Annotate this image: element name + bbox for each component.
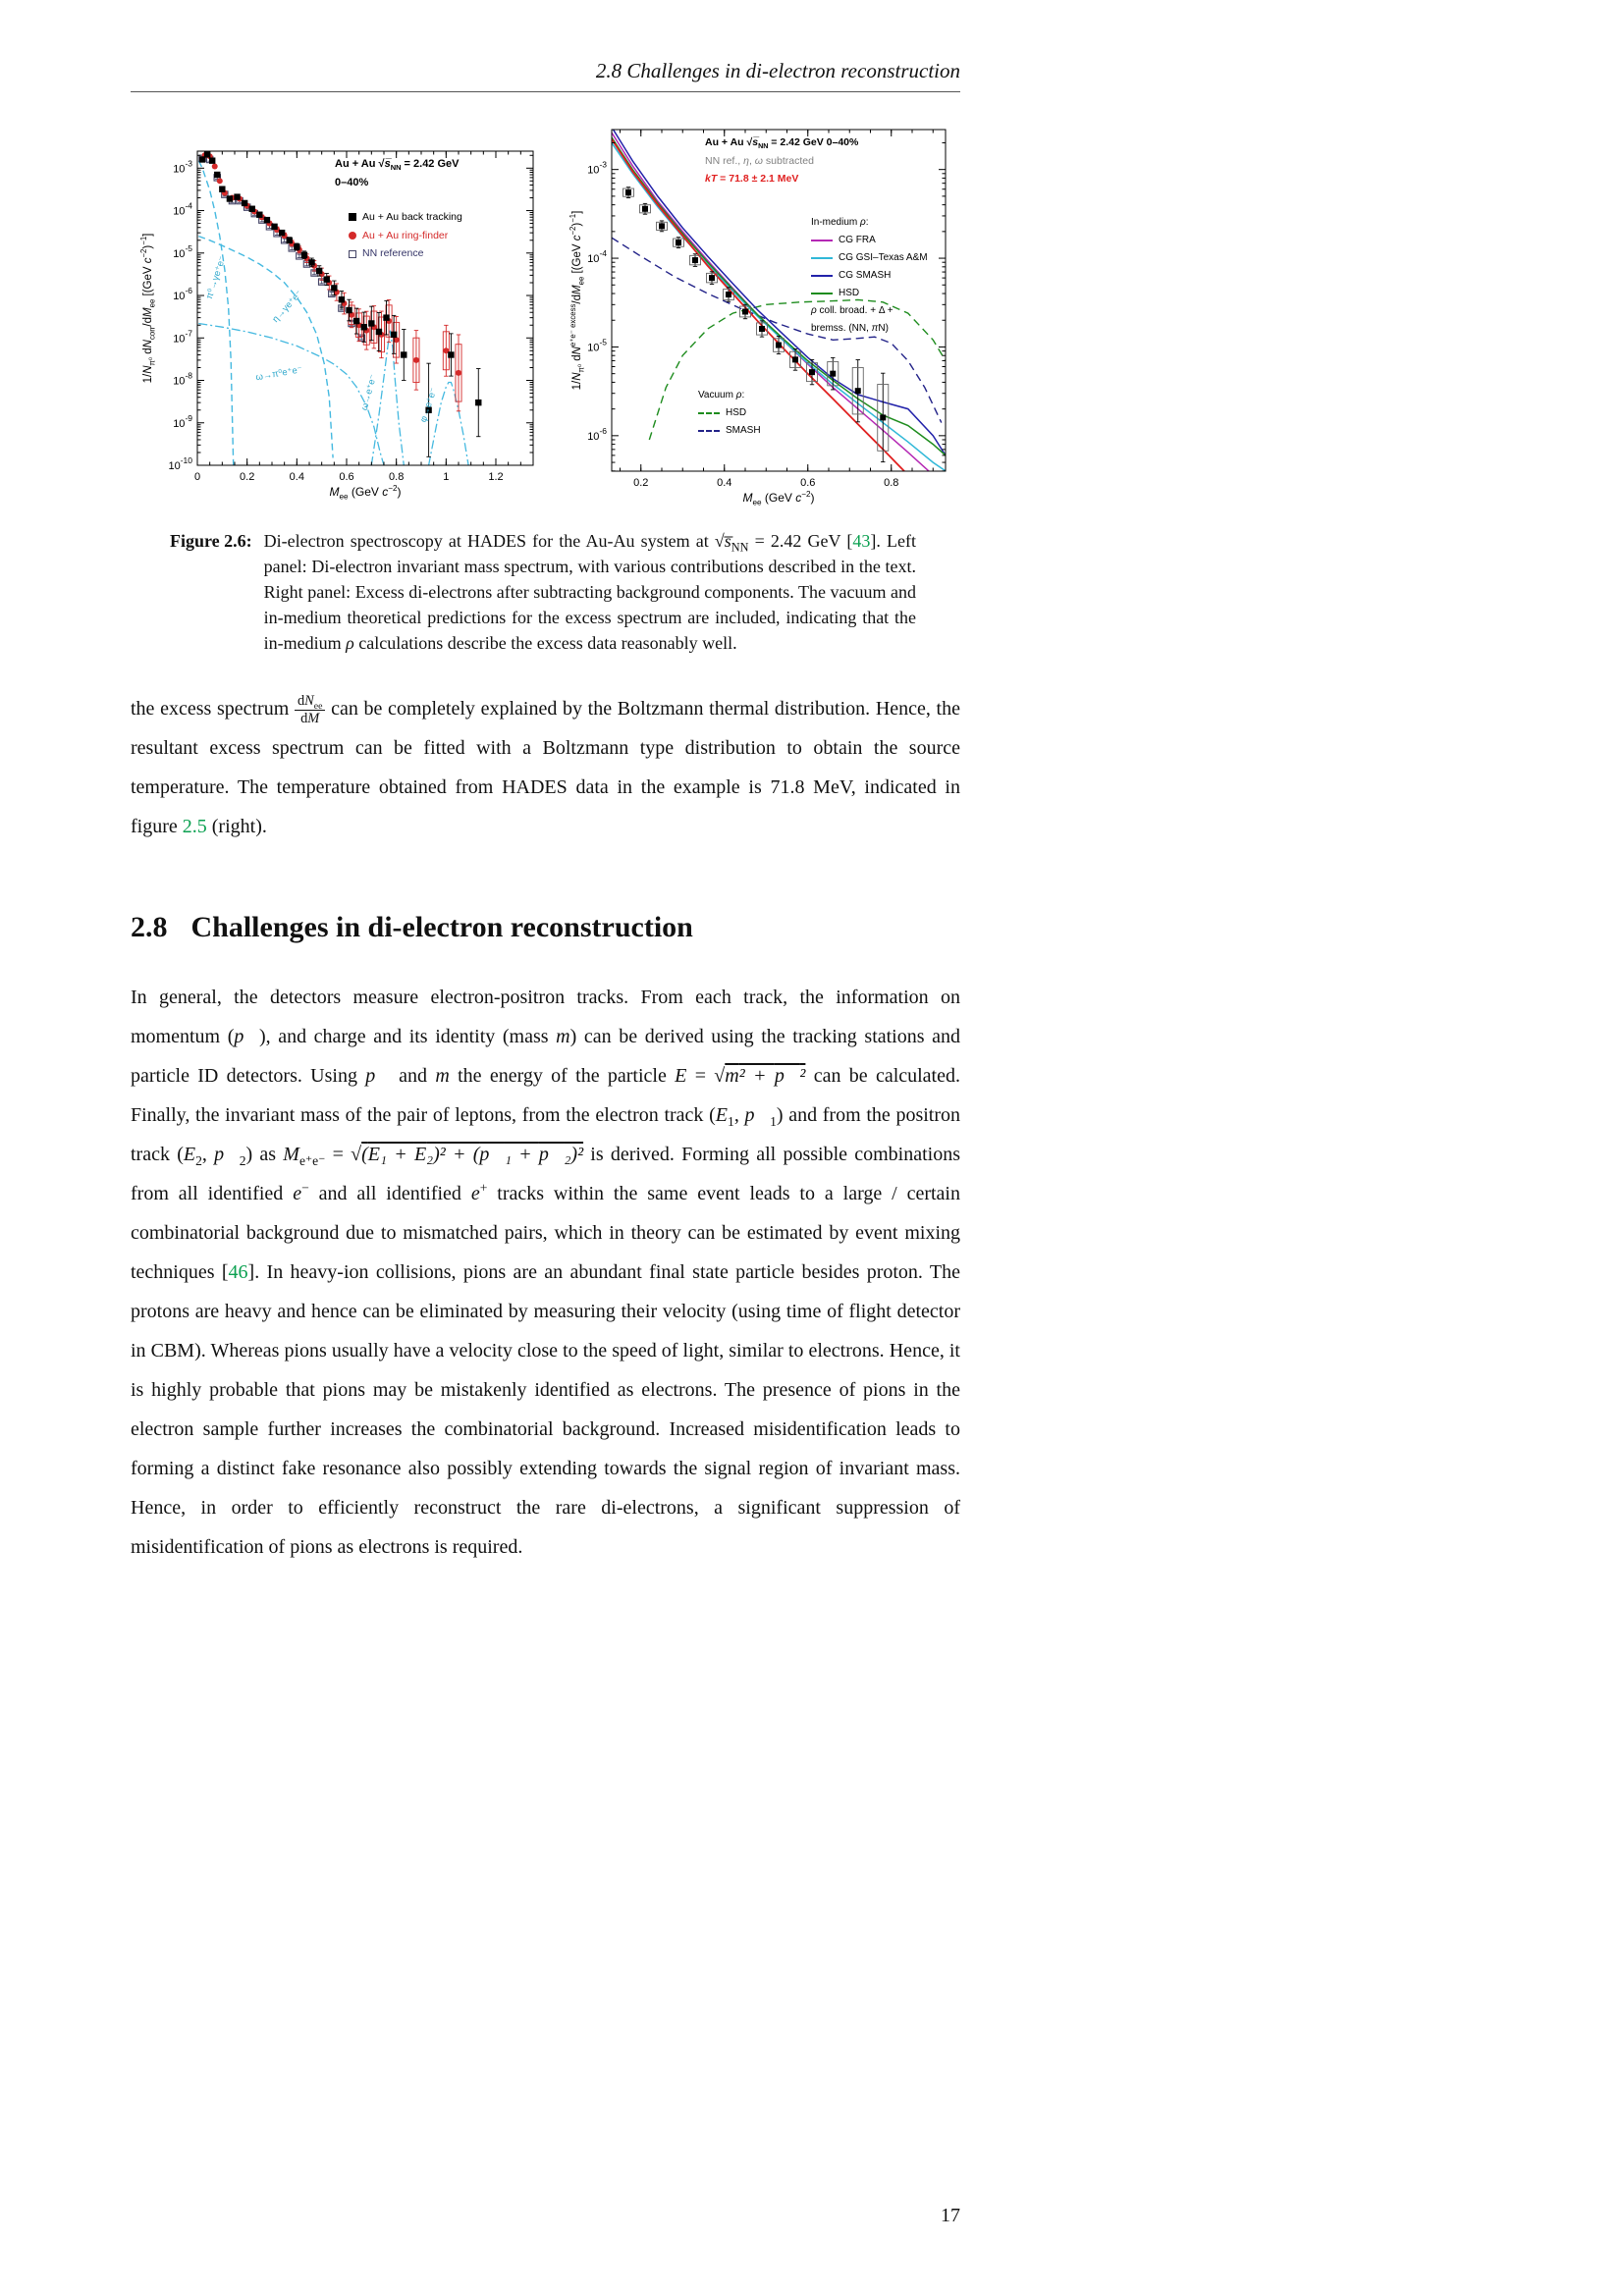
legend-item (349, 210, 462, 225)
y-tick-label: $10^{-6}$ (173, 286, 192, 303)
plot-area (198, 151, 481, 465)
curve-label: φ→e⁺e⁻ (417, 386, 440, 424)
text-segment: (right). (206, 816, 267, 837)
curve-label: ω→π⁰e⁺e⁻ (254, 364, 303, 384)
label-text: CG SMASH (839, 270, 892, 281)
y-tick-label: $10^{-7}$ (173, 328, 192, 346)
plot-legend (349, 210, 462, 265)
annotation-line (705, 172, 858, 187)
legend-in-medium (811, 216, 928, 340)
axes-ticks (197, 151, 533, 465)
plot-title (335, 157, 460, 195)
legend-item (698, 406, 761, 420)
legend-vacuum (698, 389, 761, 442)
paragraph-challenges (131, 978, 960, 1567)
dash-swatch (698, 412, 720, 414)
x-tick-label: 1.2 (488, 471, 504, 483)
legend-item (698, 424, 761, 438)
right-panel-excess-chart (568, 118, 960, 507)
label-text: CG FRA (839, 235, 876, 245)
legend-item (811, 234, 928, 247)
y-tick-label: $10^{-4}$ (173, 200, 192, 218)
text-segment: In general, the detectors measure electron-positron tracks. From each track, the information on momentum (p⃗), and charge and its identity (mass m) can be derived using the tracking stations and particle ID detectors. Using p⃗ and m the energy of the particle E = √ (131, 987, 960, 1087)
label-text: HSD (726, 407, 747, 418)
label-text: CG GSI–Texas A&M (839, 252, 928, 263)
y-tick-label: $10^{-5}$ (173, 242, 192, 260)
annotation-line (698, 389, 761, 402)
plot-frame (197, 151, 533, 465)
legend-item (349, 246, 462, 261)
legend-item (811, 269, 928, 283)
x-tick-label: 0.2 (240, 471, 255, 483)
annotation-line (811, 322, 928, 336)
text-segment: (E₁ + E₂)² + (p⃗₁ + p⃗₂)² (361, 1144, 584, 1165)
text-segment: can be completely explained by the Boltzmann thermal distribution. Hence, the resultant excess spectrum can be fitted with a Boltzmann type distribution to obtain the source temperature. The temperature obtained from HADES data in the example is 71.8 MeV, indicated in figure (131, 698, 960, 837)
curve-label: ω→e⁺e⁻ (358, 373, 380, 412)
section-number: 2.8 (131, 911, 168, 943)
x-tick-label: 0.2 (633, 477, 649, 489)
label-text: kT = 71.8 ± 2.1 MeV (705, 173, 799, 186)
annotation-line (335, 176, 460, 190)
circle-swatch (349, 232, 356, 240)
citation-link[interactable]: 46 (228, 1261, 248, 1283)
text-segment: ]. In heavy-ion collisions, pions are an abundant final state particle besides proton. The protons are heavy and hence can be eliminated by measuring their velocity (using time of flight detector in CBM). Whereas pions usually have a velocity close to the speed of light, similar to electrons. Hence, it is highly probable that pions may be mistakenly identified as electrons. The presence of pions in the electron sample further increases the combinatorial background. Increased misidentification leads to forming a distinct fake resonance also possibly extending towards the signal region of invariant mass. Hence, in order to efficiently reconstruct the rare di-electrons, a significant suppression of misidentification of pions as electrons is required. (131, 1261, 960, 1558)
y-tick-label: $10^{-9}$ (173, 412, 192, 430)
x-tick-label: 1 (443, 471, 450, 483)
line-swatch (811, 257, 833, 259)
citation-link[interactable]: 43 (852, 531, 871, 551)
label-text: Au + Au $√s̅_{NN} = 2.42$ GeV 0–40% (705, 136, 859, 151)
text-segment: Di-electron spectroscopy at HADES for the Au-Au system at $√s̅_{NN} = 2.42$ GeV [ (263, 531, 853, 555)
text-segment: is derived. Forming all possible combinations from all identified e− and all identified e+ tracks within the same event leads to a large / certain combinatorial background due to mismatched pairs, which in theory can be estimated by event mixing techniques [ (131, 1144, 960, 1283)
content-column (131, 0, 960, 1567)
label-text: SMASH (726, 425, 761, 436)
left-x-axis-label: $M_{ee}$ (GeV $c^{-2}$) (329, 484, 402, 502)
figure-caption (170, 528, 916, 656)
running-header (131, 0, 960, 92)
y-tick-label: $10^{-4}$ (587, 248, 607, 266)
section-heading (131, 911, 960, 944)
label-text: NN reference (362, 247, 424, 260)
text-segment: m² + p⃗² (725, 1065, 806, 1087)
y-tick-label: $10^{-3}$ (173, 158, 192, 176)
y-tick-label: $10^{-3}$ (587, 159, 607, 177)
label-text: Au + Au back tracking (362, 211, 462, 223)
annotation-line (335, 157, 460, 172)
page-number: 17 (941, 2205, 960, 2226)
x-tick-label: 0.6 (339, 471, 354, 483)
line-swatch (811, 240, 833, 241)
x-tick-label: 0.6 (800, 477, 816, 489)
left-y-axis-label: $1/N_{\pi^0}$ $dN_{corr}/dM_{ee}$ [(GeV $c^{-2})^{-1}$] (139, 233, 157, 384)
x-tick-label: 0.8 (884, 477, 899, 489)
label-text: 0–40% (335, 177, 369, 189)
y-tick-label: $10^{-8}$ (173, 370, 192, 388)
dash-swatch (698, 430, 720, 432)
label-text: NN ref., η, ω subtracted (705, 154, 814, 167)
x-tick-label: 0.8 (389, 471, 405, 483)
section-title: Challenges in di-electron reconstruction (190, 911, 693, 943)
text-segment: ]. Left panel: Di-electron invariant mass spectrum, with various contributions described in the text. Right panel: Excess di-electrons after subtracting background components. The vacuum and in-medium theoretical predictions for the excess spectrum are included, indicating that the in-medium ρ calculations describe the excess data reasonably well. (263, 531, 916, 653)
text-segment: the excess spectrum (131, 698, 295, 720)
square-swatch (349, 213, 356, 221)
label-text: Au + Au $√s̅_{NN} = 2.42$ GeV (335, 158, 460, 173)
y-tick-label: $10^{-10}$ (168, 455, 192, 472)
annotation-line (705, 135, 858, 150)
figure-label: Figure 2.6: (170, 531, 252, 551)
label-text: Vacuum ρ: (698, 390, 745, 400)
annotation-line (811, 304, 928, 318)
label-text: bremss. (NN, πN) (811, 323, 889, 334)
x-tick-label: 0.4 (717, 477, 732, 489)
legend-item (811, 287, 928, 300)
left-panel-invariant-mass-chart (131, 118, 543, 503)
legend-item (349, 229, 462, 243)
annotation-line (811, 216, 928, 230)
legend-item (811, 251, 928, 265)
inline-fraction: $\frac{dN_{ee}}{dM}$ (295, 693, 326, 728)
osquare-swatch (349, 250, 356, 258)
curve-label: η→γe⁺e⁻ (270, 288, 305, 325)
x-tick-label: 0.4 (289, 471, 304, 483)
y-tick-label: $10^{-6}$ (587, 425, 607, 443)
line-swatch (811, 275, 833, 277)
series-pi0-dalitz-curve (198, 161, 233, 465)
right-x-axis-label: $M_{ee}$ (GeV $c^{-2}$) (742, 490, 815, 507)
annotation-line (705, 154, 858, 169)
label-text: Au + Au ring-finder (362, 229, 449, 241)
y-tick-label: $10^{-5}$ (587, 337, 607, 354)
figure-caption-text (264, 528, 916, 656)
line-swatch (811, 293, 833, 294)
right-y-axis-label: $1/N_{\pi^0}$ $dN^{e^+e^- excess}/dM_{ee}$ [(GeV $c^{-2})^{-1}$] (568, 210, 586, 391)
running-header-text: 2.8 Challenges in di-electron reconstruction (595, 59, 960, 82)
label-text: HSD (839, 288, 860, 298)
plot-title (705, 135, 858, 190)
text-segment: can be calculated. Finally, the invariant mass of the pair of leptons, from the electron track ($E_1$, $p⃗_1$) and from the positron track ($E_2$, $p⃗_2$) as $M_{e^+e^-}$ = √ (131, 1065, 961, 1168)
citation-link[interactable]: 2.5 (182, 816, 207, 837)
paragraph-excess-spectrum (131, 689, 960, 846)
figure-2-6 (131, 118, 960, 507)
label-text: ρ coll. broad. + Δ + (811, 305, 893, 316)
curve-label: π⁰→γe⁺e⁻ (203, 254, 229, 301)
label-text: In-medium ρ: (811, 217, 869, 228)
x-tick-label: 0 (193, 471, 201, 483)
series-omega-dalitz-curve (198, 324, 384, 466)
